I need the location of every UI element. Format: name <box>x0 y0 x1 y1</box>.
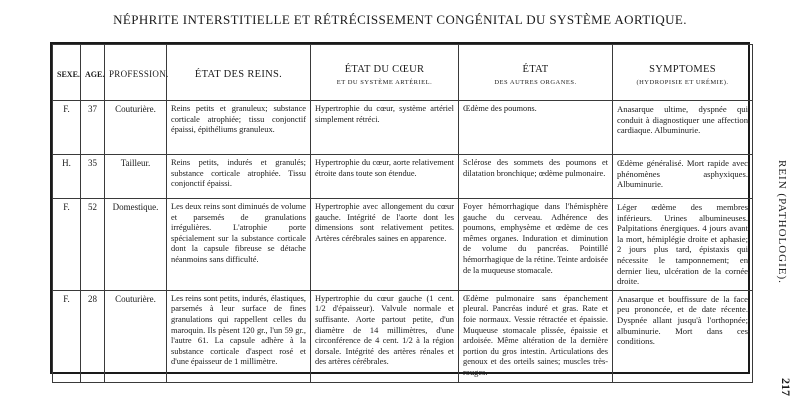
cell-age: 28 <box>81 290 105 382</box>
cell-organs: Œdème pulmonaire sans épanchement pleural. Pancréas induré et gras. Rate et foie normaux. Vessie rétractée et épaissie. Muqueuse stomacale plissée, épaissie et ardoisée. Même altération de la dernière portion du gros intestin. Articulations des genoux et des orteils saines; muscles très-rouges. <box>459 290 613 382</box>
header-heart: ÉTAT DU CŒUR ET DU SYSTÈME ARTÉRIEL. <box>311 45 459 101</box>
cell-organs: Foyer hémorrhagique dans l'hémisphère gauche du cerveau. Adhérence des poumons, emphysème et œdème de ces mêmes organes. Induration et diminution de volume du pancréas. Pointillé hémorrhagique de la rétine. Teinte ardoisée de la muqueuse stomacale. <box>459 199 613 291</box>
cell-age: 37 <box>81 101 105 155</box>
cell-kidneys: Les deux reins sont diminués de volume et parsemés de granulations irrégulières. L'atrophie porte spécialement sur la substance corticale dont la capsule fibreuse se détache néanmoins sans difficulté. <box>167 199 311 291</box>
cell-sex: F. <box>53 199 81 291</box>
cell-symptoms: Œdème généralisé. Mort rapide avec phénomènes asphyxiques. Albuminurie. <box>613 155 753 199</box>
header-symptoms: SYMPTOMES (HYDROPISIE ET URÉMIE). <box>613 45 753 101</box>
header-sex: SEXE. <box>53 45 81 101</box>
cell-profession: Couturière. <box>105 290 167 382</box>
header-row <box>53 45 753 101</box>
cell-organs: Œdème des poumons. <box>459 101 613 155</box>
cell-heart: Hypertrophie avec allongement du cœur gauche. Intégrité de l'aorte dont les dimensions sont relativement petites. Artères cérébrales saines en apparence. <box>311 199 459 291</box>
cell-sex: F. <box>53 101 81 155</box>
page-number: 217 <box>779 378 793 396</box>
cell-kidneys: Les reins sont petits, indurés, élastiques, parsemés à leur surface de fines granulations qui rappellent celles du maroquin. Ils pèsent 120 gr., l'un 59 gr., l'autre 61. La capsule adhère à la substance corticale d'aspect rosé et d'une épaisseur de 1 millimètre. <box>167 290 311 382</box>
pathology-table <box>52 44 753 383</box>
page-title: NÉPHRITE INTERSTITIELLE ET RÉTRÉCISSEMENT CONGÉNITAL DU SYSTÈME AORTIQUE. <box>113 12 687 27</box>
table-row <box>53 155 753 199</box>
cell-organs: Sclérose des sommets des poumons et dilatation bronchique; œdème pulmonaire. <box>459 155 613 199</box>
cell-heart: Hypertrophie du cœur, système artériel simplement rétréci. <box>311 101 459 155</box>
header-organs: ÉTAT DES AUTRES ORGANES. <box>459 45 613 101</box>
cell-profession: Tailleur. <box>105 155 167 199</box>
cell-kidneys: Reins petits, indurés et granulés; substance corticale atrophiée. Tissu conjonctif épaissi. <box>167 155 311 199</box>
table-row <box>53 199 753 291</box>
cell-kidneys: Reins petits et granuleux; substance corticale atrophiée; tissu conjonctif épaissi, épithéliums granuleux. <box>167 101 311 155</box>
cell-sex: F. <box>53 290 81 382</box>
cell-heart: Hypertrophie du cœur gauche (1 cent. 1/2 d'épaisseur). Valvule normale et suffisante. Aorte partout petite, d'un diamètre de 14 millimètres, d'une circonférence de 4 cent. 1/2 à la région dorsale. Intégrité des artères rénales et des artères cérébrales. <box>311 290 459 382</box>
cell-profession: Couturière. <box>105 101 167 155</box>
cell-symptoms: Anasarque et bouffissure de la face peu prononcée, et de date récente. Dyspnée allant jusqu'à l'orthopnée; albuminurie. Mort dans ces conditions. <box>613 290 753 382</box>
cell-heart: Hypertrophie du cœur, aorte relativement étroite dans toute son étendue. <box>311 155 459 199</box>
cell-age: 35 <box>81 155 105 199</box>
running-side-header: REIN (PATHOLOGIE). <box>776 160 788 284</box>
header-age: AGE. <box>81 45 105 101</box>
cell-symptoms: Anasarque ultime, dyspnée qui conduit à diagnostiquer une affection cardiaque. Albuminurie. <box>613 101 753 155</box>
cell-age: 52 <box>81 199 105 291</box>
cell-profession: Domestique. <box>105 199 167 291</box>
table-row <box>53 290 753 382</box>
pathology-table-frame <box>50 42 750 377</box>
header-kidneys: ÉTAT DES REINS. <box>167 45 311 101</box>
cell-sex: H. <box>53 155 81 199</box>
header-profession: PROFESSION. <box>105 45 167 101</box>
cell-symptoms: Léger œdème des membres inférieurs. Urines albumineuses. Palpitations énergiques. 4 jours avant la mort, hémiplégie droite et aphasie; 2 jours plus tard, épistaxis qui nécessite le tamponnement; en dernier lieu, ulcération de la cornée droite. <box>613 199 753 291</box>
table-row <box>53 101 753 155</box>
